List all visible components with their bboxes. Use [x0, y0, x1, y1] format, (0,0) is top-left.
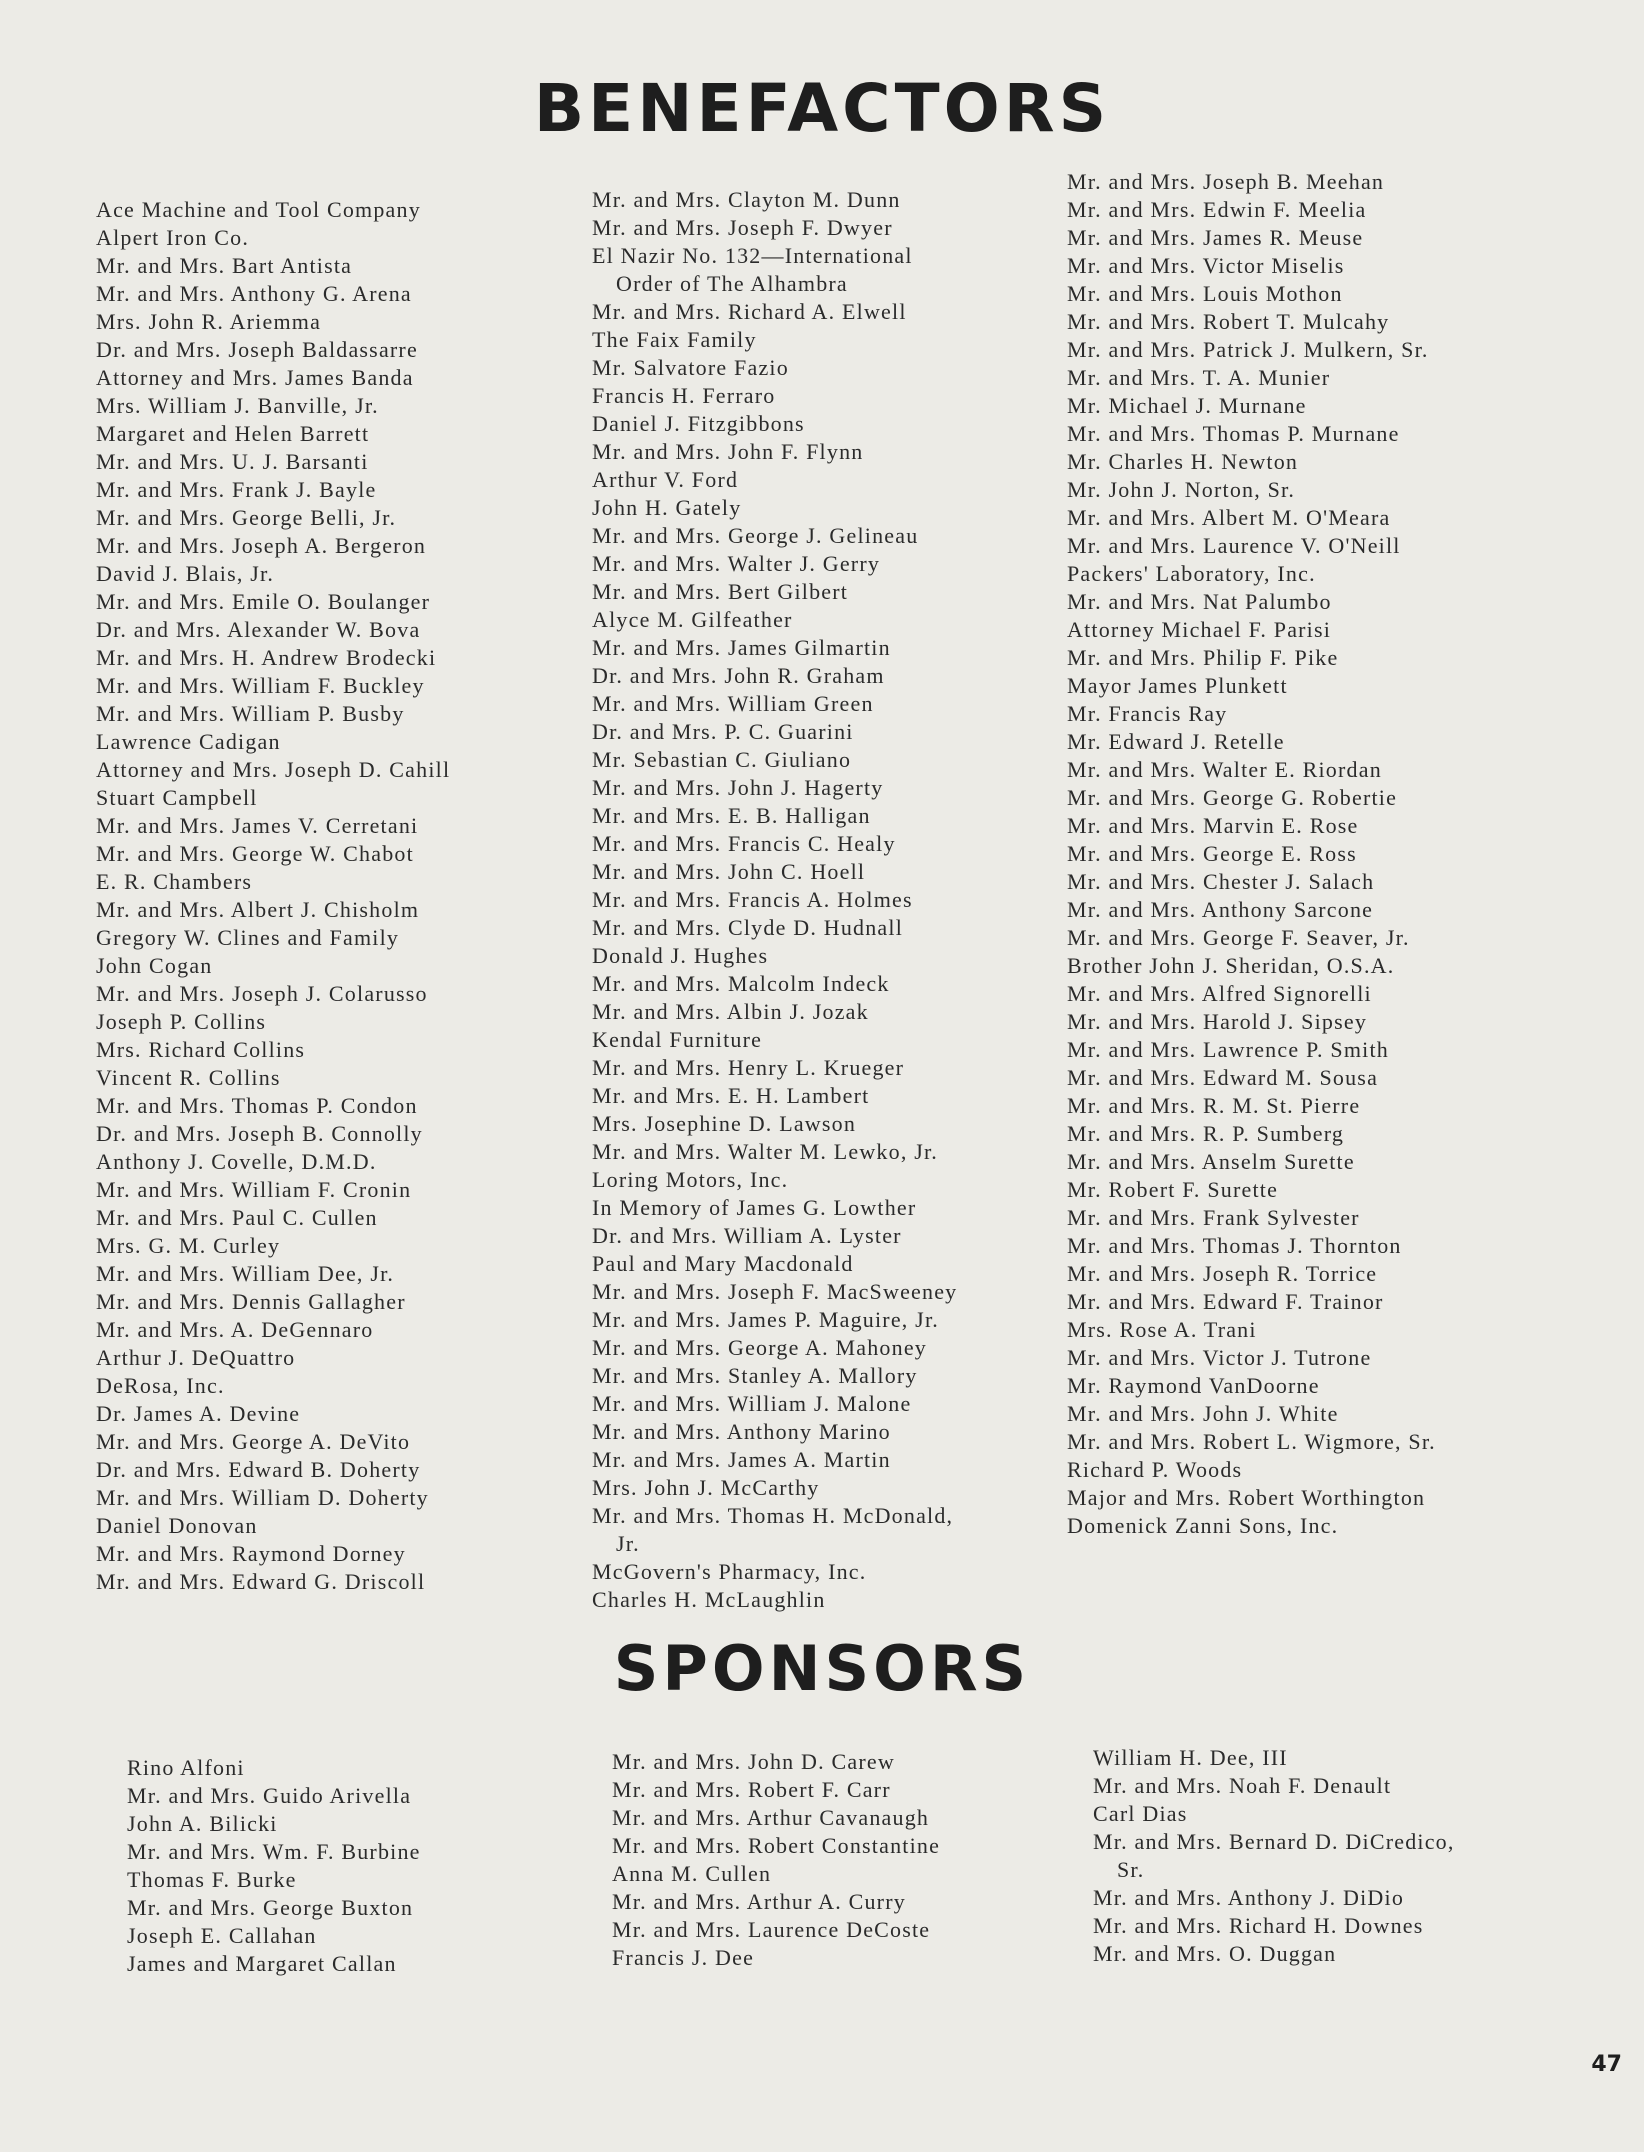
list-item: Mr. Edward J. Retelle — [1067, 729, 1285, 754]
list-item: Mr. John J. Norton, Sr. — [1067, 477, 1296, 502]
list-item: Mr. Charles H. Newton — [1067, 449, 1299, 474]
list-item: Mr. and Mrs. William F. Buckley — [96, 673, 425, 698]
list-item: Mrs. John R. Ariemma — [96, 309, 322, 334]
list-item: Mr. and Mrs. George E. Ross — [1067, 841, 1357, 866]
list-item: Mr. and Mrs. Thomas J. Thornton — [1067, 1233, 1402, 1258]
list-item: Mr. and Mrs. Anthony G. Arena — [96, 281, 412, 306]
sponsors-column-3 — [1093, 1744, 1455, 1968]
list-item: Mr. and Mrs. Francis A. Holmes — [592, 887, 913, 912]
list-item: Arthur J. DeQuattro — [96, 1345, 296, 1370]
list-item: Mr. and Mrs. George G. Robertie — [1067, 785, 1398, 810]
list-item: Mr. and Mrs. James A. Martin — [592, 1447, 891, 1472]
list-item: Mr. and Mrs. Louis Mothon — [1067, 281, 1343, 306]
list-item: Mr. and Mrs. George Buxton — [127, 1895, 414, 1920]
list-item: Mr. Michael J. Murnane — [1067, 393, 1307, 418]
benefactors-column-2 — [592, 186, 957, 1614]
list-item: James and Margaret Callan — [127, 1951, 397, 1976]
list-item: Mr. and Mrs. Lawrence P. Smith — [1067, 1037, 1389, 1062]
list-item: Mr. and Mrs. Albin J. Jozak — [592, 999, 869, 1024]
list-item: Mrs. Richard Collins — [96, 1037, 306, 1062]
list-item: Mr. and Mrs. Edwin F. Meelia — [1067, 197, 1367, 222]
list-item: Mrs. Rose A. Trani — [1067, 1317, 1257, 1342]
list-item: Mr. and Mrs. Thomas H. McDonald, — [592, 1503, 954, 1528]
list-item: Mr. and Mrs. Richard H. Downes — [1093, 1913, 1424, 1938]
list-item: Mr. and Mrs. Thomas P. Condon — [96, 1093, 418, 1118]
list-item: Anthony J. Covelle, D.M.D. — [96, 1149, 377, 1174]
list-item: Arthur V. Ford — [592, 467, 739, 492]
list-item: Mrs. G. M. Curley — [96, 1233, 281, 1258]
list-item: Francis H. Ferraro — [592, 383, 776, 408]
list-item: Mr. and Mrs. Joseph F. MacSweeney — [592, 1279, 958, 1304]
list-item: Mr. and Mrs. Noah F. Denault — [1093, 1773, 1392, 1798]
list-item: Mr. and Mrs. James P. Maguire, Jr. — [592, 1307, 939, 1332]
list-item: Mr. Raymond VanDoorne — [1067, 1373, 1320, 1398]
list-item: Thomas F. Burke — [127, 1867, 297, 1892]
list-item: Mr. Salvatore Fazio — [592, 355, 789, 380]
list-item: Dr. and Mrs. John R. Graham — [592, 663, 885, 688]
list-item: Mr. and Mrs. Stanley A. Mallory — [592, 1363, 918, 1388]
list-item: David J. Blais, Jr. — [96, 561, 275, 586]
list-item: Mr. and Mrs. Edward M. Sousa — [1067, 1065, 1379, 1090]
list-item: Mr. and Mrs. Victor J. Tutrone — [1067, 1345, 1372, 1370]
list-item: Order of The Alhambra — [616, 271, 848, 296]
list-item: Mr. and Mrs. Thomas P. Murnane — [1067, 421, 1400, 446]
list-item: Mr. and Mrs. Frank J. Bayle — [96, 477, 377, 502]
list-item: Stuart Campbell — [96, 785, 258, 810]
list-item: Mr. and Mrs. Albert J. Chisholm — [96, 897, 420, 922]
list-item: Major and Mrs. Robert Worthington — [1067, 1485, 1426, 1510]
list-item: Mr. and Mrs. Emile O. Boulanger — [96, 589, 431, 614]
list-item: Mr. and Mrs. John F. Flynn — [592, 439, 864, 464]
list-item: Rino Alfoni — [127, 1755, 245, 1780]
list-item: Mr. and Mrs. Bernard D. DiCredico, — [1093, 1829, 1455, 1854]
list-item: Mr. and Mrs. George J. Gelineau — [592, 523, 919, 548]
list-item: Francis J. Dee — [612, 1945, 755, 1970]
list-item: Mr. and Mrs. Henry L. Krueger — [592, 1055, 905, 1080]
list-item: Mr. and Mrs. Robert F. Carr — [612, 1777, 891, 1802]
list-item: Mr. and Mrs. Arthur Cavanaugh — [612, 1805, 930, 1830]
list-item: William H. Dee, III — [1093, 1745, 1288, 1770]
list-item: Mr. and Mrs. Patrick J. Mulkern, Sr. — [1067, 337, 1429, 362]
list-item: Daniel J. Fitzgibbons — [592, 411, 805, 436]
list-item: Attorney Michael F. Parisi — [1067, 617, 1332, 642]
list-item: Mr. and Mrs. E. B. Halligan — [592, 803, 871, 828]
list-item: Mr. and Mrs. R. M. St. Pierre — [1067, 1093, 1361, 1118]
list-item: Mr. and Mrs. E. H. Lambert — [592, 1083, 870, 1108]
list-item: Mr. and Mrs. William Green — [592, 691, 874, 716]
list-item: Donald J. Hughes — [592, 943, 769, 968]
list-item: Dr. and Mrs. William A. Lyster — [592, 1223, 902, 1248]
list-item: Sr. — [1117, 1857, 1145, 1882]
list-item: Mrs. Josephine D. Lawson — [592, 1111, 857, 1136]
list-item: Mr. and Mrs. Alfred Signorelli — [1067, 981, 1372, 1006]
list-item: Kendal Furniture — [592, 1027, 763, 1052]
list-item: Jr. — [616, 1531, 640, 1556]
sponsors-heading: SPONSORS — [613, 1632, 1031, 1705]
list-item: Mr. and Mrs. John D. Carew — [612, 1749, 895, 1774]
list-item: Dr. James A. Devine — [96, 1401, 301, 1426]
list-item: Mrs. John J. McCarthy — [592, 1475, 820, 1500]
list-item: Mr. and Mrs. Joseph F. Dwyer — [592, 215, 893, 240]
list-item: Mr. and Mrs. George A. Mahoney — [592, 1335, 927, 1360]
benefactors-column-3 — [1067, 168, 1436, 1540]
list-item: Mr. and Mrs. Walter J. Gerry — [592, 551, 881, 576]
list-item: Mr. and Mrs. James R. Meuse — [1067, 225, 1364, 250]
list-item: Mr. and Mrs. John J. White — [1067, 1401, 1339, 1426]
list-item: McGovern's Pharmacy, Inc. — [592, 1559, 867, 1584]
list-item: Mr. and Mrs. Frank Sylvester — [1067, 1205, 1360, 1230]
list-item: Mr. and Mrs. John C. Hoell — [592, 859, 866, 884]
list-item: Mr. and Mrs. Francis C. Healy — [592, 831, 896, 856]
list-item: Mr. and Mrs. Joseph R. Torrice — [1067, 1261, 1378, 1286]
list-item: Mr. and Mrs. William P. Busby — [96, 701, 405, 726]
list-item: Mr. and Mrs. George A. DeVito — [96, 1429, 411, 1454]
list-item: Brother John J. Sheridan, O.S.A. — [1067, 953, 1395, 978]
list-item: DeRosa, Inc. — [96, 1373, 225, 1398]
benefactors-column-1 — [96, 196, 450, 1596]
list-item: Dr. and Mrs. Edward B. Doherty — [96, 1457, 421, 1482]
list-item: John H. Gately — [592, 495, 742, 520]
list-item: Mr. and Mrs. William D. Doherty — [96, 1485, 429, 1510]
list-item: Mr. and Mrs. Victor Miselis — [1067, 253, 1345, 278]
list-item: Charles H. McLaughlin — [592, 1587, 826, 1612]
list-item: Mr. and Mrs. George W. Chabot — [96, 841, 414, 866]
list-item: Mr. Sebastian C. Giuliano — [592, 747, 852, 772]
list-item: Mr. and Mrs. Joseph J. Colarusso — [96, 981, 428, 1006]
list-item: John A. Bilicki — [127, 1811, 278, 1836]
list-item: Dr. and Mrs. Joseph B. Connolly — [96, 1121, 423, 1146]
list-item: The Faix Family — [592, 327, 757, 352]
list-item: El Nazir No. 132—International — [592, 243, 913, 268]
sponsors-column-2 — [612, 1748, 940, 1972]
list-item: Mr. Robert F. Surette — [1067, 1177, 1279, 1202]
list-item: Mr. and Mrs. Nat Palumbo — [1067, 589, 1332, 614]
list-item: Mr. and Mrs. Chester J. Salach — [1067, 869, 1375, 894]
list-item: Vincent R. Collins — [96, 1065, 281, 1090]
list-item: Mr. and Mrs. George F. Seaver, Jr. — [1067, 925, 1410, 950]
list-item: Mr. and Mrs. Marvin E. Rose — [1067, 813, 1359, 838]
list-item: Mr. and Mrs. Wm. F. Burbine — [127, 1839, 421, 1864]
list-item: Attorney and Mrs. Joseph D. Cahill — [96, 757, 451, 782]
page-number: 47 — [1591, 2052, 1622, 2077]
list-item: Mr. and Mrs. R. P. Sumberg — [1067, 1121, 1345, 1146]
list-item: Mr. and Mrs. Anthony Marino — [592, 1419, 891, 1444]
list-item: John Cogan — [96, 953, 213, 978]
list-item: Mr. and Mrs. Joseph B. Meehan — [1067, 169, 1385, 194]
list-item: Domenick Zanni Sons, Inc. — [1067, 1513, 1339, 1538]
list-item: Mr. and Mrs. Bert Gilbert — [592, 579, 849, 604]
list-item: Mr. and Mrs. Walter M. Lewko, Jr. — [592, 1139, 938, 1164]
list-item: Mr. and Mrs. Edward F. Trainor — [1067, 1289, 1384, 1314]
list-item: Mr. and Mrs. William F. Cronin — [96, 1177, 412, 1202]
list-item: Mr. and Mrs. James Gilmartin — [592, 635, 891, 660]
list-item: Mr. and Mrs. George Belli, Jr. — [96, 505, 397, 530]
list-item: In Memory of James G. Lowther — [592, 1195, 917, 1220]
list-item: Joseph E. Callahan — [127, 1923, 317, 1948]
list-item: Mr. Francis Ray — [1067, 701, 1228, 726]
list-item: Mr. and Mrs. John J. Hagerty — [592, 775, 884, 800]
list-item: Lawrence Cadigan — [96, 729, 281, 754]
list-item: Mr. and Mrs. O. Duggan — [1093, 1941, 1337, 1966]
list-item: Mayor James Plunkett — [1067, 673, 1288, 698]
list-item: Packers' Laboratory, Inc. — [1067, 561, 1316, 586]
list-item: Paul and Mary Macdonald — [592, 1251, 854, 1276]
list-item: Mr. and Mrs. Malcolm Indeck — [592, 971, 890, 996]
list-item: Mr. and Mrs. Paul C. Cullen — [96, 1205, 378, 1230]
list-item: Dr. and Mrs. Joseph Baldassarre — [96, 337, 418, 362]
list-item: Mr. and Mrs. Edward G. Driscoll — [96, 1569, 426, 1594]
list-item: Mr. and Mrs. Albert M. O'Meara — [1067, 505, 1391, 530]
list-item: Mr. and Mrs. Walter E. Riordan — [1067, 757, 1382, 782]
list-item: Margaret and Helen Barrett — [96, 421, 370, 446]
list-item: Ace Machine and Tool Company — [96, 197, 421, 222]
list-item: Alyce M. Gilfeather — [592, 607, 793, 632]
list-item: E. R. Chambers — [96, 869, 253, 894]
list-item: Mr. and Mrs. William Dee, Jr. — [96, 1261, 395, 1286]
list-item: Mr. and Mrs. Richard A. Elwell — [592, 299, 907, 324]
list-item: Mr. and Mrs. Harold J. Sipsey — [1067, 1009, 1368, 1034]
list-item: Mrs. William J. Banville, Jr. — [96, 393, 379, 418]
list-item: Joseph P. Collins — [96, 1009, 267, 1034]
list-item: Mr. and Mrs. Philip F. Pike — [1067, 645, 1339, 670]
list-item: Mr. and Mrs. Anselm Surette — [1067, 1149, 1355, 1174]
list-item: Alpert Iron Co. — [96, 225, 250, 250]
list-item: Dr. and Mrs. Alexander W. Bova — [96, 617, 421, 642]
list-item: Mr. and Mrs. Clayton M. Dunn — [592, 187, 901, 212]
list-item: Mr. and Mrs. Raymond Dorney — [96, 1541, 406, 1566]
list-item: Mr. and Mrs. Robert Constantine — [612, 1833, 941, 1858]
list-item: Daniel Donovan — [96, 1513, 258, 1538]
list-item: Mr. and Mrs. William J. Malone — [592, 1391, 912, 1416]
sponsors-column-1 — [127, 1754, 421, 1978]
list-item: Mr. and Mrs. T. A. Munier — [1067, 365, 1331, 390]
list-item: Loring Motors, Inc. — [592, 1167, 789, 1192]
list-item: Mr. and Mrs. Laurence V. O'Neill — [1067, 533, 1401, 558]
list-item: Mr. and Mrs. Dennis Gallagher — [96, 1289, 406, 1314]
list-item: Mr. and Mrs. Clyde D. Hudnall — [592, 915, 904, 940]
list-item: Carl Dias — [1093, 1801, 1188, 1826]
list-item: Anna M. Cullen — [612, 1861, 772, 1886]
list-item: Mr. and Mrs. James V. Cerretani — [96, 813, 419, 838]
list-item: Dr. and Mrs. P. C. Guarini — [592, 719, 854, 744]
list-item: Mr. and Mrs. H. Andrew Brodecki — [96, 645, 437, 670]
list-item: Mr. and Mrs. Bart Antista — [96, 253, 353, 278]
list-item: Attorney and Mrs. James Banda — [96, 365, 414, 390]
list-item: Mr. and Mrs. Anthony Sarcone — [1067, 897, 1374, 922]
list-item: Mr. and Mrs. A. DeGennaro — [96, 1317, 374, 1342]
list-item: Mr. and Mrs. Anthony J. DiDio — [1093, 1885, 1405, 1910]
list-item: Mr. and Mrs. Robert T. Mulcahy — [1067, 309, 1390, 334]
list-item: Mr. and Mrs. Guido Arivella — [127, 1783, 412, 1808]
list-item: Mr. and Mrs. U. J. Barsanti — [96, 449, 369, 474]
list-item: Mr. and Mrs. Robert L. Wigmore, Sr. — [1067, 1429, 1436, 1454]
list-item: Mr. and Mrs. Joseph A. Bergeron — [96, 533, 427, 558]
list-item: Richard P. Woods — [1067, 1457, 1243, 1482]
list-item: Mr. and Mrs. Arthur A. Curry — [612, 1889, 906, 1914]
list-item: Gregory W. Clines and Family — [96, 925, 400, 950]
list-item: Mr. and Mrs. Laurence DeCoste — [612, 1917, 931, 1942]
benefactors-heading: BENEFACTORS — [533, 70, 1111, 147]
